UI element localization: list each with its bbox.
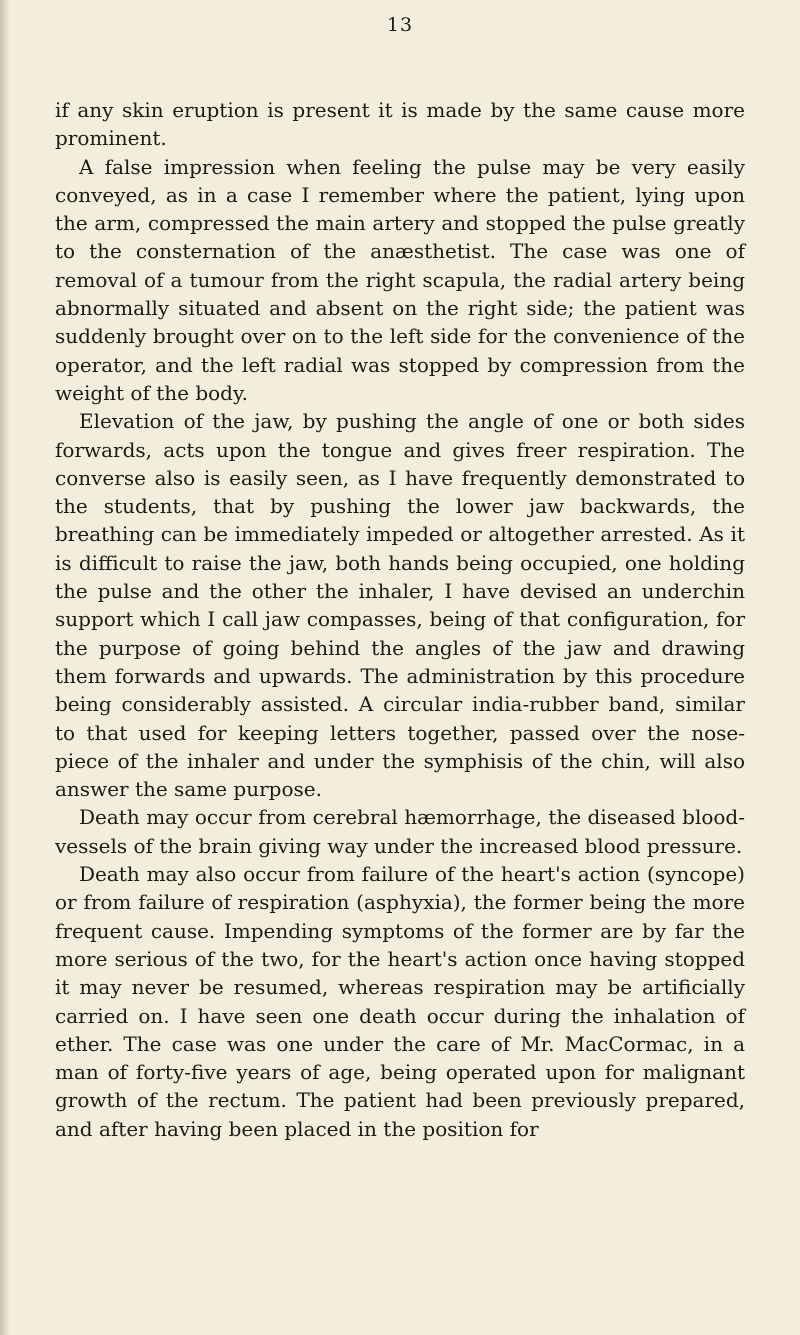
- page-binding-edge: [0, 0, 10, 1335]
- page-number: 13: [386, 14, 414, 36]
- paragraph-text: Death may occur from cerebral hæmorrhage, the diseased blood-vessels of the brain giving way under the increased blood pressure.: [55, 805, 745, 858]
- paragraph-continuation: if any skin eruption is present it is made by the same cause more prominent.: [55, 98, 745, 151]
- paragraph-text: Elevation of the jaw, by pushing the angle of one or both sides forwards, acts upon the tongue and gives freer respiration. The converse also is easily seen, as I have frequently demonstrated to the students, that by pushing the lower jaw backwards, the breathing can be immediately impeded or altogether arrested. As it is difficult to raise the jaw, both hands being occupied, one holding the pulse and the other the inhaler, I have devised an underchin support which I call jaw compasses, being of that configuration, for the purpose of going behind the angles of the jaw and drawing them forwards and upwards. The administration by this procedure being considerably assisted. A circular india-rubber band, similar to that used for keeping letters together, passed over the nose-piece of the inhaler and under the symphisis of the chin, will also answer the same purpose.: [55, 409, 745, 802]
- paragraph-elevation-of-jaw: [55, 407, 745, 803]
- paragraph-cerebral-haemorrhage: [55, 803, 745, 860]
- paragraph-text: Death may also occur from failure of the heart's action (syncope) or from failure of respiration (asphyxia), the former being the more frequent cause. Impending symptoms of the former are by far the more serious of the two, for the heart's action once having stopped it may never be resumed, whereas respiration may be artificially carried on. I have seen one death occur during the inhalation of ether. The case was one under the care of Mr. MacCormac, in a man of forty-five years of age, being operated upon for malignant growth of the rectum. The patient had been previously prepared, and after having been placed in the position for: [55, 862, 745, 1141]
- paragraph-false-impression: [55, 153, 745, 408]
- body-text: [55, 96, 745, 1143]
- paragraph-syncope-asphyxia: [55, 860, 745, 1143]
- paragraph-text: A false impression when feeling the pulse may be very easily conveyed, as in a case I remember where the patient, lying upon the arm, compressed the main artery and stopped the pulse greatly to the consternation of the anæsthetist. The case was one of removal of a tumour from the right scapula, the radial artery being abnormally situated and absent on the right side; the patient was suddenly brought over on to the left side for the convenience of the operator, and the left radial was stopped by compression from the weight of the body.: [55, 154, 745, 405]
